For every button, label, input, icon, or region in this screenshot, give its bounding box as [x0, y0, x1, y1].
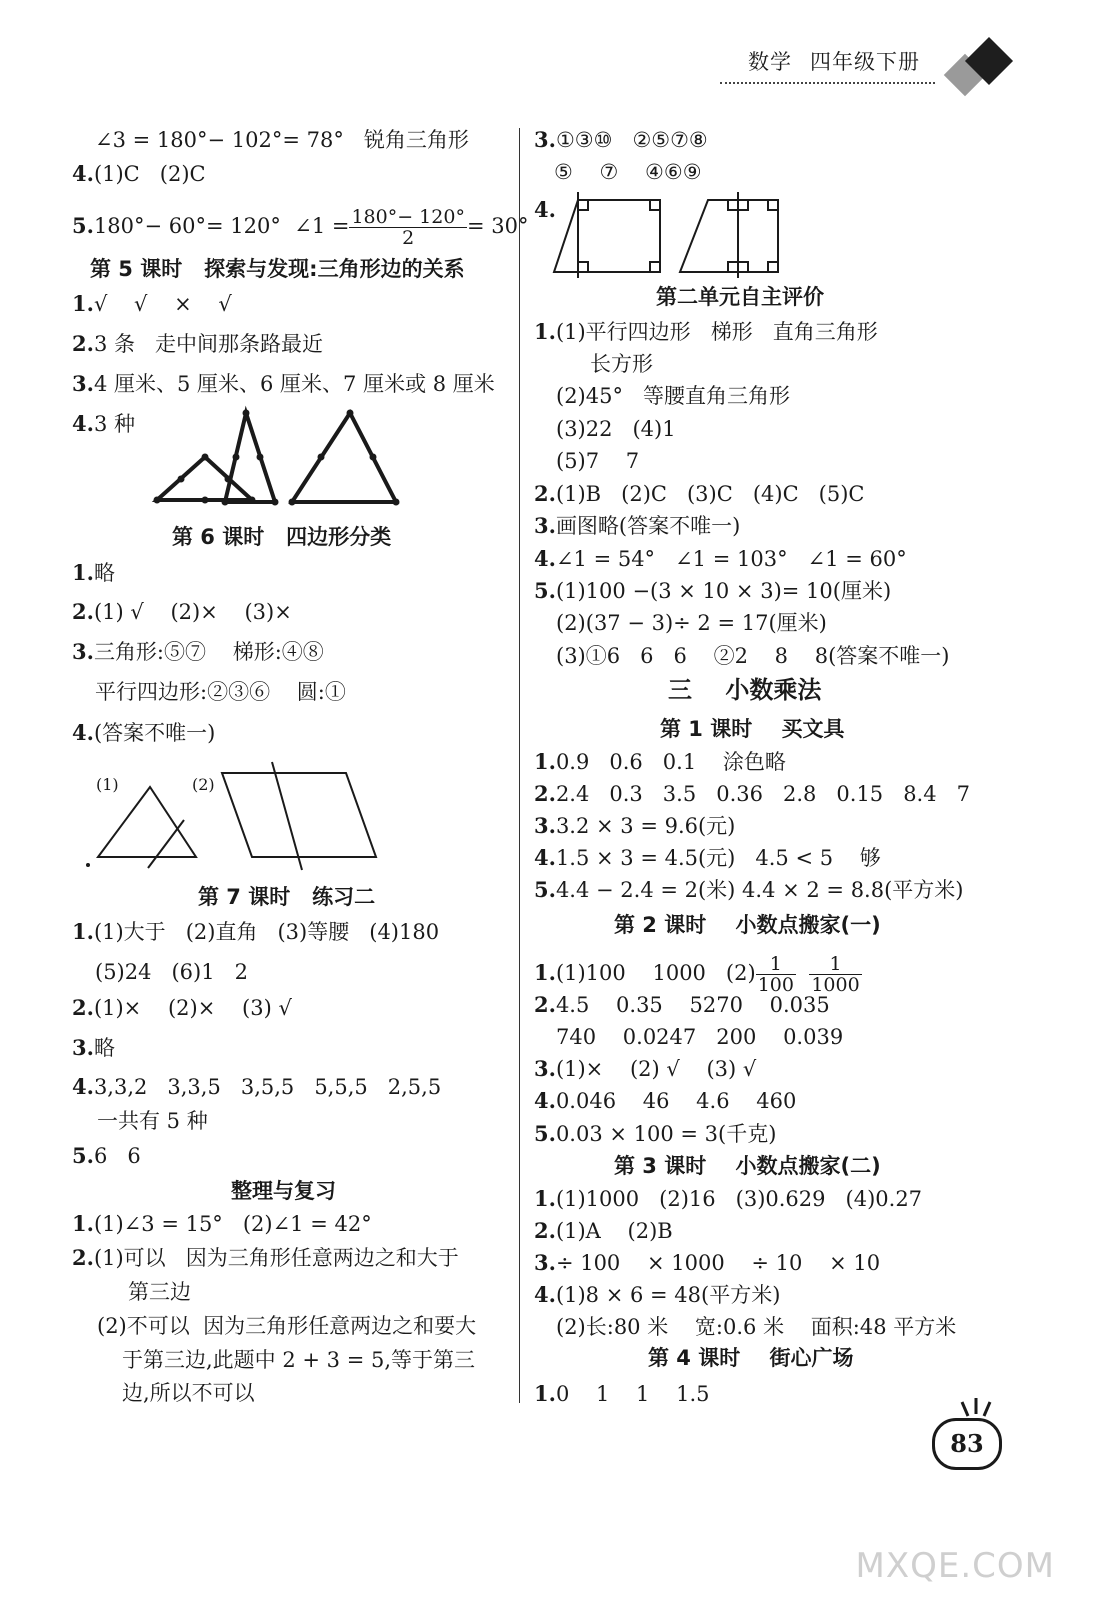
item-number: 3. [534, 813, 556, 838]
answer-line [534, 1056, 756, 1082]
answer-line [72, 161, 206, 187]
answer-line [72, 720, 215, 746]
answer-line [534, 1282, 780, 1308]
cut-shapes-figure [80, 770, 390, 880]
answer-line: 于第三边,此题中 2 + 3 = 5,等于第三 [122, 1348, 475, 1372]
answer-line [534, 1218, 673, 1244]
cut-line [148, 820, 184, 868]
item-number: 4. [534, 197, 556, 222]
answer-text: 略 [93, 561, 115, 585]
answer-line [534, 781, 970, 807]
answer-line [534, 813, 735, 839]
large-triangle [292, 413, 396, 502]
small-triangle [157, 457, 252, 500]
answer-line [72, 331, 323, 357]
item-number: 3. [534, 127, 556, 152]
answer-line: 一共有 5 种 [97, 1109, 208, 1133]
section-title: 第 5 课时 探索与发现:三角形边的关系 [90, 257, 465, 281]
answer-text: (1)大于 (2)直角 (3)等腰 (4)180 [93, 920, 440, 944]
page-number: 83 [932, 1418, 1002, 1470]
answer-line [534, 578, 891, 604]
answer-line [534, 749, 786, 775]
answer-line: (5)7 7 [556, 449, 640, 473]
cut-line [272, 762, 302, 870]
answer-line [72, 411, 135, 437]
subject-label: 数学 [748, 50, 792, 74]
answer-line [72, 371, 495, 397]
item-number: 2. [534, 992, 556, 1017]
answer-line: 平行四边形:②③⑥ 圆:① [95, 680, 346, 704]
answer-line [534, 1250, 880, 1276]
item-number: 3. [72, 1035, 94, 1060]
answer-text: 三角形:⑤⑦ 梯形:④⑧ [93, 640, 324, 664]
answer-text: (1)A (2)B [555, 1219, 673, 1243]
section-title: 第 3 课时 小数点搬家(二) [614, 1154, 881, 1178]
answer-line [534, 992, 830, 1018]
item-number: 1. [72, 919, 94, 944]
answer-text: = 30° [466, 214, 529, 238]
item-number: 5. [534, 578, 556, 603]
answer-line [72, 560, 115, 586]
answer-text: (1)平行四边形 梯形 直角三角形 [555, 320, 878, 344]
fraction-denominator: 2 [402, 227, 415, 249]
item-number: 1. [72, 560, 94, 585]
item-number: 2. [534, 481, 556, 506]
answer-text: (1)100 −(3 × 10 × 3)= 10(厘米) [555, 579, 892, 603]
section-title: 整理与复习 [231, 1179, 336, 1203]
answer-line: 长方形 [590, 352, 653, 376]
item-number: 3. [534, 513, 556, 538]
answer-line [72, 599, 292, 625]
item-number: 2. [534, 1218, 556, 1243]
answer-text: 6 6 [93, 1144, 141, 1168]
answer-text: ①③⑩ ②⑤⑦⑧ [555, 128, 708, 152]
fraction-numerator: 1 [756, 954, 796, 975]
answer-text: 0 1 1 1.5 [555, 1382, 710, 1406]
answer-text: 4 厘米、5 厘米、6 厘米、7 厘米或 8 厘米 [93, 372, 495, 396]
answer-line: (2)不可以 因为三角形任意两边之和要大 [97, 1314, 477, 1338]
item-number: 3. [534, 1250, 556, 1275]
answer-text: (1)1000 (2)16 (3)0.629 (4)0.27 [555, 1187, 923, 1211]
answer-text: (1)× (2) √ (3) √ [555, 1057, 757, 1081]
answer-line: 740 0.0247 200 0.039 [556, 1025, 844, 1049]
item-number: 4. [534, 1282, 556, 1307]
fraction-denominator: 1000 [811, 974, 860, 996]
triangle-figure [150, 405, 410, 510]
trapezoid-shape [554, 200, 660, 272]
item-number: 4. [534, 546, 556, 571]
answer-text: 3,3,2 3,3,5 3,5,5 5,5,5 2,5,5 [93, 1075, 442, 1099]
answer-text: 4.4 − 2.4 = 2(米) 4.4 × 2 = 8.8(平方米) [555, 878, 964, 902]
answer-line [534, 845, 881, 871]
item-number: 5. [72, 1143, 94, 1168]
section-title: 第 1 课时 买文具 [660, 717, 845, 741]
item-number: 1. [534, 1186, 556, 1211]
item-number: 4. [534, 1088, 556, 1113]
section-title: 第 4 课时 街心广场 [648, 1346, 854, 1370]
answer-line: (3)①6 6 6 ②2 8 8(答案不唯一) [556, 644, 950, 668]
item-number: 5. [72, 213, 94, 238]
figure-label: (2) [192, 775, 215, 794]
answer-line: (2)长:80 米 宽:0.6 米 面积:48 平方米 [556, 1315, 957, 1339]
parallelogram-shape [222, 773, 376, 857]
answer-line [72, 207, 528, 248]
answer-line: ∠3 = 180°− 102°= 78° 锐角三角形 [95, 128, 469, 152]
item-number: 1. [72, 291, 94, 316]
item-number: 1. [534, 749, 556, 774]
answer-line [72, 1211, 372, 1237]
answer-text: (1)8 × 6 = 48(平方米) [555, 1283, 781, 1307]
answer-line [534, 1088, 796, 1114]
header-divider [720, 82, 935, 84]
section-title: 第 2 课时 小数点搬家(一) [614, 913, 881, 937]
answer-line [72, 1245, 459, 1271]
answer-line [534, 1186, 922, 1212]
answer-line: (2)(37 − 3)÷ 2 = 17(厘米) [556, 611, 827, 635]
answer-text: 0.03 × 100 = 3(千克) [555, 1122, 777, 1146]
fraction-numerator: 1 [809, 954, 861, 975]
answer-text: √ √ × √ [93, 292, 232, 316]
section-title: 第 6 课时 四边形分类 [172, 525, 392, 549]
answer-line [534, 546, 907, 572]
figure-label: (1) [96, 775, 119, 794]
answer-text: (1) √ (2)× (3)× [93, 600, 292, 624]
fraction [809, 954, 861, 995]
answer-line [72, 1143, 141, 1169]
answer-text: 3.2 × 3 = 9.6(元) [555, 814, 736, 838]
answer-text: (1)C (2)C [93, 162, 206, 186]
answer-text: 0.9 0.6 0.1 涂色略 [555, 750, 786, 774]
answer-line [534, 1121, 776, 1147]
answer-line [72, 995, 292, 1021]
item-number: 3. [72, 371, 94, 396]
item-number: 2. [72, 599, 94, 624]
answer-text: (1)100 1000 (2) [555, 961, 756, 985]
answer-line [72, 919, 439, 945]
answer-text: 2.4 0.3 3.5 0.36 2.8 0.15 8.4 7 [555, 782, 970, 806]
answer-text: 3 种 [93, 412, 135, 436]
watermark: MXQE.COM [855, 1546, 1055, 1586]
answer-text: ÷ 100 × 1000 ÷ 10 × 10 [555, 1251, 881, 1275]
item-number: 1. [534, 1381, 556, 1406]
answer-line [534, 319, 878, 345]
item-number: 5. [534, 877, 556, 902]
answer-text: 略 [93, 1036, 115, 1060]
answer-line [534, 513, 740, 539]
answer-line [72, 1074, 441, 1100]
answer-line: 第三边 [128, 1280, 191, 1304]
section-title: 第 7 课时 练习二 [198, 885, 376, 909]
answer-line: (3)22 (4)1 [556, 417, 676, 441]
fraction-numerator: 180°− 120° [351, 206, 465, 228]
item-number: 2. [72, 995, 94, 1020]
chapter-title: 三 小数乘法 [668, 676, 822, 704]
answer-text: 1.5 × 3 = 4.5(元) 4.5 < 5 够 [555, 846, 881, 870]
answer-text: 180°− 60°= 120° ∠1 = [93, 214, 350, 238]
item-number: 1. [534, 319, 556, 344]
running-header [748, 46, 938, 76]
answer-line [534, 1381, 710, 1407]
answer-line [534, 954, 862, 995]
answer-text: (1)可以 因为三角形任意两边之和大于 [93, 1246, 459, 1270]
item-number: 4. [72, 720, 94, 745]
item-number: 3. [72, 639, 94, 664]
answer-line [72, 291, 232, 317]
answer-text: (答案不唯一) [93, 721, 216, 745]
item-number: 2. [72, 1245, 94, 1270]
tall-triangle [225, 413, 275, 502]
answer-text: (1)B (2)C (3)C (4)C (5)C [555, 482, 865, 506]
item-number: 3. [534, 1056, 556, 1081]
answer-line [534, 481, 864, 507]
answer-line [72, 639, 324, 665]
item-number: 1. [72, 1211, 94, 1236]
item-number: 4. [72, 411, 94, 436]
item-number: 2. [534, 781, 556, 806]
answer-text: (1)∠3 = 15° (2)∠1 = 42° [93, 1212, 372, 1236]
answer-text: 画图略(答案不唯一) [555, 514, 741, 538]
grade-label: 四年级下册 [810, 50, 920, 74]
fraction [349, 207, 467, 248]
answer-line: ⑤ ⑦ ④⑥⑨ [554, 160, 702, 184]
section-title: 第二单元自主评价 [656, 285, 824, 309]
answer-line: 边,所以不可以 [122, 1381, 255, 1405]
page-number-badge [932, 1418, 1002, 1478]
answer-line [534, 127, 708, 153]
item-number: 1. [534, 960, 556, 985]
answer-text: 4.5 0.35 5270 0.035 [555, 993, 830, 1017]
column-divider [519, 128, 520, 1403]
answer-line: (5)24 (6)1 2 [95, 960, 248, 984]
answer-text: 3 条 走中间那条路最近 [93, 332, 323, 356]
answer-line: (2)45° 等腰直角三角形 [556, 384, 790, 408]
trapezoid-figure [550, 190, 815, 280]
fraction-denominator: 100 [757, 974, 794, 996]
answer-line [72, 1035, 115, 1061]
item-number: 2. [72, 331, 94, 356]
item-number: 4. [534, 845, 556, 870]
item-number: 5. [534, 1121, 556, 1146]
answer-line [534, 877, 963, 903]
item-number: 4. [72, 161, 94, 186]
item-number: 4. [72, 1074, 94, 1099]
answer-text: ∠1 = 54° ∠1 = 103° ∠1 = 60° [555, 547, 907, 571]
answer-text: (1)× (2)× (3) √ [93, 996, 292, 1020]
fraction [756, 954, 796, 995]
answer-text: 0.046 46 4.6 460 [555, 1089, 797, 1113]
